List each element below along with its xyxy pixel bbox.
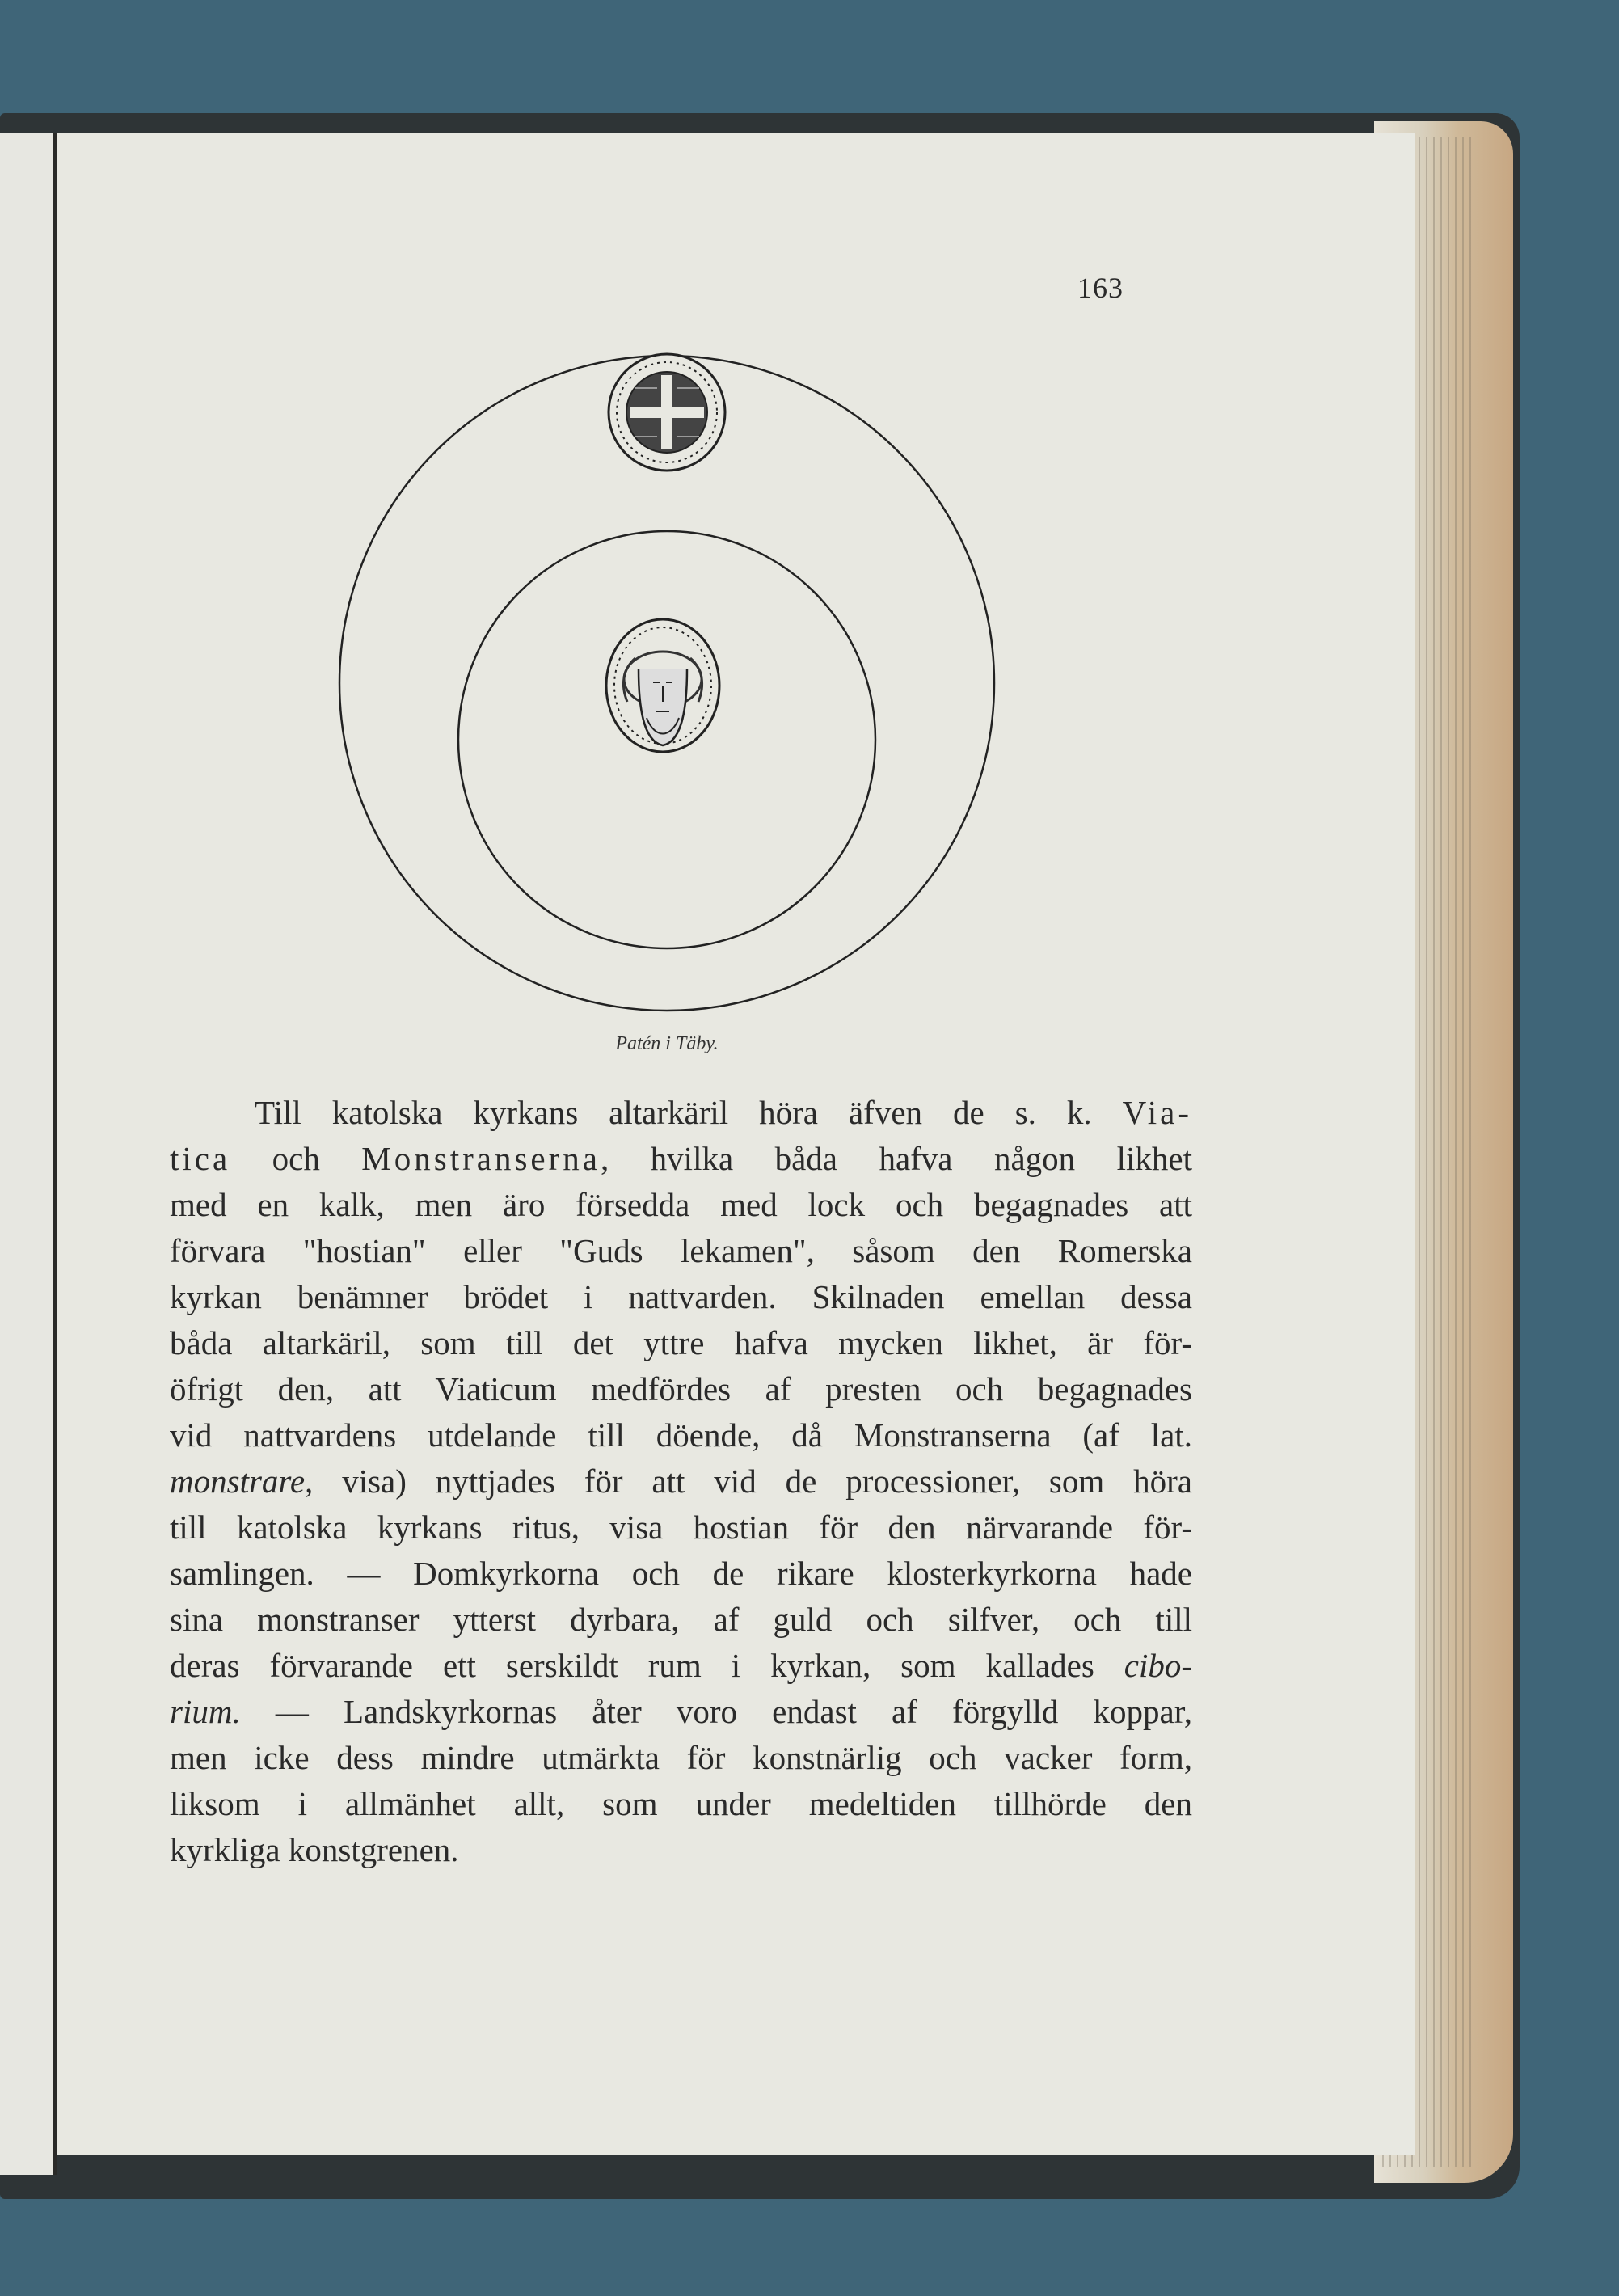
text-line xyxy=(170,1366,1192,1412)
text-segment: , hvilka båda hafva någon likhet xyxy=(600,1140,1192,1177)
text-line xyxy=(170,1320,1192,1366)
figure-caption: Patén i Täby. xyxy=(615,1033,719,1054)
text-segment: men icke dess mindre utmärkta för konstnärlig och vacker form, xyxy=(170,1739,1192,1776)
text-line xyxy=(170,1228,1192,1274)
text-line xyxy=(170,1182,1192,1228)
body-paragraph xyxy=(170,1090,1192,1873)
text-line xyxy=(170,1090,1192,1136)
text-segment: Via- xyxy=(1122,1094,1192,1131)
text-line xyxy=(170,1136,1192,1182)
text-segment: visa) nyttjades för att vid de processioner, som höra xyxy=(313,1462,1192,1500)
text-segment: och xyxy=(230,1140,362,1177)
text-segment: deras förvarande ett serskildt rum i kyrkan, som kallades xyxy=(170,1647,1124,1684)
text-segment: båda altarkäril, som till det yttre hafva mycken likhet, är för- xyxy=(170,1324,1192,1361)
text-segment: kyrkliga konstgrenen. xyxy=(170,1831,459,1868)
text-segment: — Landskyrkornas åter voro endast af förgylld koppar, xyxy=(240,1693,1192,1730)
text-segment: Till katolska kyrkans altarkäril höra äfven de s. k. xyxy=(255,1094,1123,1131)
text-segment: samlingen. — Domkyrkorna och de rikare klosterkyrkorna hade xyxy=(170,1555,1192,1592)
text-line xyxy=(170,1412,1192,1458)
text-segment: Monstranserna xyxy=(361,1140,601,1177)
page-number: 163 xyxy=(1077,272,1124,304)
text-segment: cibo- xyxy=(1124,1647,1192,1684)
text-segment: kyrkan benämner brödet i nattvarden. Skilnaden emellan dessa xyxy=(170,1278,1192,1315)
text-segment: tica xyxy=(170,1140,231,1177)
cross-medallion-icon xyxy=(609,354,725,471)
paten-illustration xyxy=(331,348,1002,1019)
text-line xyxy=(170,1689,1192,1735)
text-line xyxy=(170,1274,1192,1320)
text-line xyxy=(170,1643,1192,1689)
text-segment: sina monstranser ytterst dyrbara, af guld och silfver, och till xyxy=(170,1601,1192,1638)
text-segment: liksom i allmänhet allt, som under medeltiden tillhörde den xyxy=(170,1785,1192,1822)
text-segment: rium. xyxy=(170,1693,241,1730)
text-line xyxy=(170,1505,1192,1551)
text-line xyxy=(170,1735,1192,1781)
text-segment: öfrigt den, att Viaticum medfördes af presten och begagnades xyxy=(170,1370,1192,1408)
text-segment: med en kalk, men äro försedda med lock och begagnades att xyxy=(170,1186,1192,1223)
text-line xyxy=(170,1827,1192,1873)
text-line xyxy=(170,1551,1192,1597)
text-line xyxy=(170,1597,1192,1643)
christ-face-medallion-icon xyxy=(606,619,719,752)
text-line xyxy=(170,1781,1192,1827)
text-line xyxy=(170,1458,1192,1505)
text-segment: monstrare, xyxy=(170,1462,314,1500)
text-segment: vid nattvardens utdelande till döende, då Monstranserna (af lat. xyxy=(170,1416,1192,1454)
left-page-edge xyxy=(0,133,53,2175)
text-segment: förvara "hostian" eller "Guds lekamen", såsom den Romerska xyxy=(170,1232,1192,1269)
text-segment: till katolska kyrkans ritus, visa hostian för den närvarande för- xyxy=(170,1509,1192,1546)
